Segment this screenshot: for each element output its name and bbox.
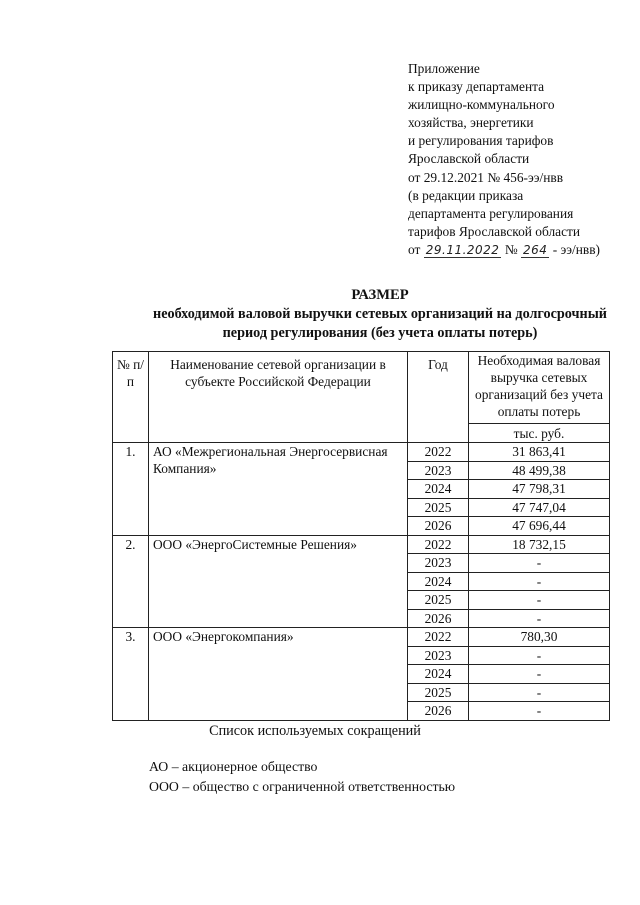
row-year: 2025 <box>408 591 469 610</box>
appendix-line: департамента регулирования <box>408 205 574 221</box>
row-value: 31 863,41 <box>469 443 610 462</box>
header-name: Наименование сетевой организации в субъекте Российской Федерации <box>149 352 408 443</box>
row-year: 2024 <box>408 572 469 591</box>
number-sign: № <box>504 241 518 257</box>
row-value: - <box>469 609 610 628</box>
row-value: - <box>469 646 610 665</box>
row-value: - <box>469 572 610 591</box>
appendix-line: хозяйства, энергетики <box>408 115 534 131</box>
row-num: 1. <box>113 443 149 536</box>
appendix-amendment-line <box>408 241 633 259</box>
appendix-line: Ярославской области <box>408 151 530 167</box>
row-year: 2026 <box>408 702 469 721</box>
table-header-row <box>113 352 610 443</box>
row-value: - <box>469 554 610 573</box>
row-year: 2023 <box>408 646 469 665</box>
abbreviation-item: АО – акционерное общество <box>149 759 318 774</box>
appendix-suffix: - ээ/нвв) <box>552 241 601 257</box>
row-year: 2026 <box>408 609 469 628</box>
row-year: 2023 <box>408 554 469 573</box>
appendix-prefix: от <box>408 241 421 257</box>
row-year: 2024 <box>408 665 469 684</box>
row-year: 2026 <box>408 517 469 536</box>
row-org-name: ООО «Энергокомпания» <box>149 628 408 721</box>
row-value: 18 732,15 <box>469 535 610 554</box>
header-num: № п/п <box>113 352 149 443</box>
row-value: - <box>469 702 610 721</box>
header-value-text: Необходимая валовая выручка сетевых организаций без учета оплаты потерь <box>469 352 609 424</box>
appendix-line: тарифов Ярославской области <box>408 223 581 239</box>
abbreviations-title: Список используемых сокращений <box>209 723 421 739</box>
appendix-line: Приложение <box>408 61 480 76</box>
row-year: 2025 <box>408 498 469 517</box>
table-row <box>113 628 610 647</box>
row-year: 2022 <box>408 443 469 462</box>
document-title <box>80 286 640 343</box>
row-year: 2025 <box>408 683 469 702</box>
row-value: 47 747,04 <box>469 498 610 517</box>
appendix-line: (в редакции приказа <box>408 187 524 203</box>
appendix-line: от 29.12.2021 № 456-ээ/нвв <box>408 169 564 185</box>
row-year: 2024 <box>408 480 469 499</box>
header-year: Год <box>408 352 469 443</box>
title-line-1: необходимой валовой выручки сетевых организаций на долгосрочный <box>153 306 607 322</box>
row-value: 47 798,31 <box>469 480 610 499</box>
appendix-line: к приказу департамента <box>408 79 545 95</box>
revenue-table <box>112 351 610 721</box>
abbreviation-item: ООО – общество с ограниченной ответственностью <box>149 779 456 794</box>
row-value: 48 499,38 <box>469 461 610 480</box>
appendix-block <box>408 60 633 259</box>
row-year: 2023 <box>408 461 469 480</box>
row-value: 780,30 <box>469 628 610 647</box>
handwritten-number: 264 <box>522 242 548 257</box>
row-value: - <box>469 683 610 702</box>
row-value: - <box>469 591 610 610</box>
table-row <box>113 535 610 554</box>
header-value <box>469 352 610 443</box>
row-num: 3. <box>113 628 149 721</box>
row-year: 2022 <box>408 535 469 554</box>
header-unit: тыс. руб. <box>513 426 565 441</box>
handwritten-date: 29.11.2022 <box>425 242 500 257</box>
row-value: 47 696,44 <box>469 517 610 536</box>
title-main: РАЗМЕР <box>351 287 409 303</box>
title-line-2: период регулирования (без учета оплаты потерь) <box>222 325 538 341</box>
row-num: 2. <box>113 535 149 628</box>
row-value: - <box>469 665 610 684</box>
row-year: 2022 <box>408 628 469 647</box>
row-org-name: ООО «ЭнергоСистемные Решения» <box>149 535 408 628</box>
table-row <box>113 443 610 462</box>
appendix-line: жилищно-коммунального <box>408 97 555 113</box>
row-org-name: АО «Межрегиональная Энергосервисная Компания» <box>149 443 408 536</box>
appendix-line: и регулирования тарифов <box>408 133 554 149</box>
